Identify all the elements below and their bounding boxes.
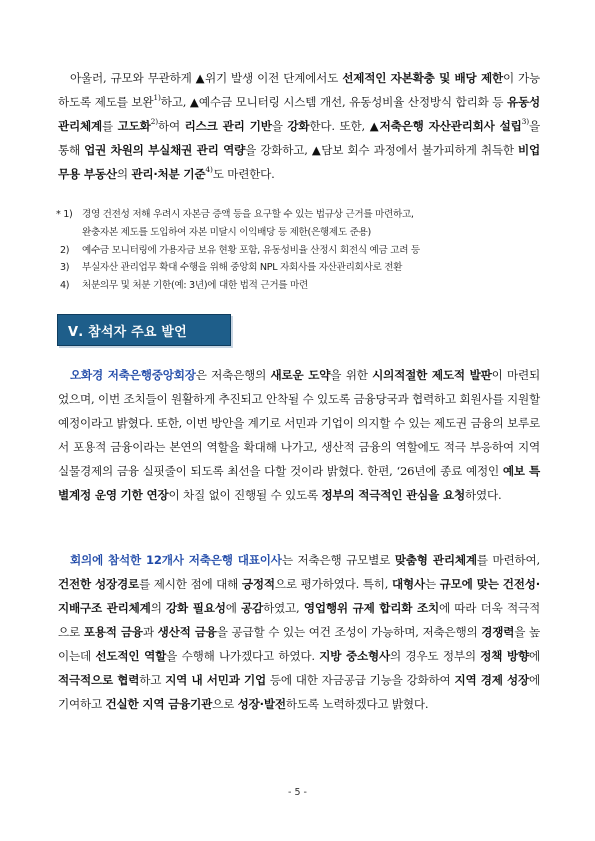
bold-run: 예보 특별계정 운영 기한 연장 [58, 464, 540, 502]
bold-run: 공감 [241, 601, 264, 615]
text-run: 의 경우도 정부의 [390, 649, 481, 663]
footnote-number: 2) [60, 244, 70, 256]
text-run: 으로 [212, 697, 238, 711]
footnote-ref: 4) [205, 165, 213, 175]
footnote-number: * 1) [56, 209, 73, 220]
text-run: 과 [142, 625, 158, 639]
bold-run: 성장·발전 [237, 697, 286, 711]
bold-run: 건전한 성장경로 [58, 577, 140, 591]
bold-run: 영업행위 규제 합리화 조치 [303, 601, 439, 615]
bold-run: 지방 중소형사 [319, 649, 391, 663]
bold-run: 비업무용 부동산 [58, 143, 541, 181]
footnote-ref: 2) [150, 117, 158, 127]
text-run: 의 [116, 167, 132, 181]
bold-run: 지역 경제 성장 [454, 673, 529, 687]
text-run: 이 차질 없이 진행될 수 있도록 [168, 488, 322, 502]
bold-run: 리스크 관리 기반 [184, 119, 272, 133]
text-run: 을 위한 [330, 368, 373, 382]
text-run: 하고, ▲예수금 모니터링 시스템 개선, 유동성비율 산정방식 합리화 등 [160, 95, 508, 109]
bold-run: 정책 방향 [480, 649, 529, 663]
paragraph-chairman-remarks [58, 363, 540, 507]
bold-run: 규모에 맞는 건전성·지배구조 관리체계 [58, 577, 540, 615]
footnote-line: 처분의무 및 처분 기한(예: 3년)에 대한 법적 근거를 마련 [82, 280, 308, 292]
text-run: 를 마련하여, [476, 553, 540, 567]
bold-run: 건실한 지역 금융기관 [105, 697, 213, 711]
section-title: Ⅴ. 참석자 주요 발언 [68, 325, 187, 340]
text-run: 등에 대한 자금공급 기능을 강화하여 [265, 673, 455, 687]
text-run: 하여 [157, 119, 185, 133]
footnotes [56, 206, 540, 295]
text-run: 을 수행해 나가겠다고 하였다. [166, 649, 320, 663]
text-run: 는 [424, 577, 440, 591]
footnote-1 [56, 206, 540, 242]
text-run: 하도록 노력하겠다고 밝혔다. [285, 697, 429, 711]
bold-run: 선도적인 역할 [95, 649, 167, 663]
bold-run: 맞춤형 관리체계 [394, 553, 477, 567]
footnote-line: 예수금 모니터링에 가용자금 보유 현황 포함, 유동성비율 산정시 회전식 예금 고려 등 [82, 244, 420, 256]
text-run: 에 따라 더욱 적극적으로 [58, 601, 540, 639]
bold-run: 새로운 도약 [270, 368, 331, 382]
text-run: 이 마련되었으며, 이번 조치들이 원활하게 추진되고 안착될 수 있도록 금융당국과 협력하고 회원사를 지원할 예정이라고 밝혔다. 또한, 이번 방안을 계기로 서민과 기업이 의지할 수 있는 제도권 금융의 보루로서 포용적 금융이라는 본연의 역할을 확대해 나가고, 생산적 금융의 역할에도 적극 부응하여 지역 실물경제의 금융 실핏줄이 되도록 최선을 다할 것이라 밝혔다. 한편, ‘26년에 종료 예정인 [58, 368, 540, 478]
bold-run: 긍정적 [241, 577, 275, 591]
footnote-ref: 3) [521, 117, 529, 127]
footnote-3 [60, 259, 540, 277]
paragraph-ceo-remarks [58, 548, 540, 716]
bold-run: 시의적절한 제도적 발판 [372, 368, 492, 382]
text-run: 하였고, [263, 601, 304, 615]
text-run: 에 [225, 601, 242, 615]
text-run: 에 기여하고 [58, 673, 540, 711]
bold-run: 강화 [287, 119, 310, 133]
bold-run: 적극적으로 협력 [58, 673, 140, 687]
speaker-name: 오화경 저축은행중앙회장 [70, 368, 196, 382]
text-run: 을 높이는데 [58, 625, 540, 663]
bold-run: 생산적 금융 [157, 625, 217, 639]
section-header [57, 314, 231, 346]
text-run: 으로 평가하였다. 특히, [274, 577, 392, 591]
bold-run: 지역 내 서민과 기업 [165, 673, 266, 687]
bold-run: 유동성 관리체계 [58, 95, 541, 133]
bold-run: 강화 필요성 [166, 601, 226, 615]
text-run: 를 제시한 점에 대해 [139, 577, 242, 591]
text-run: 아울러, 규모와 무관하게 ▲위기 발생 이전 단계에서도 [70, 71, 343, 85]
footnote-line: 경영 건전성 저해 우려시 자본금 증액 등을 요구할 수 있는 법규상 근거를 마련하고, [82, 209, 414, 220]
page-number: - 5 - [288, 787, 307, 798]
text-run: 은 저축은행의 [195, 368, 271, 382]
text-run: 에 [529, 649, 540, 663]
text-run: 는 저축은행 규모별로 [281, 553, 395, 567]
footnote-number: 3) [60, 262, 70, 274]
footnote-ref: 1) [153, 93, 161, 103]
text-run: 을 [271, 119, 288, 133]
text-run: 하였다. [464, 488, 502, 502]
bold-run: 포용적 금융 [83, 625, 143, 639]
text-run: 한다. 또한, [309, 119, 370, 133]
text-run: 의 [150, 601, 167, 615]
footnote-2 [60, 242, 540, 260]
bold-run: 고도화 [117, 119, 151, 133]
text-run: 을 공급할 수 있는 여건 조성이 가능하며, 저축은행의 [216, 625, 482, 639]
speaker-name: 회의에 참석한 12개사 저축은행 대표이사 [70, 553, 282, 567]
footnote-line: 부실자산 관리업무 확대 수행을 위해 중앙회 NPL 자회사를 자산관리회사로 전환 [82, 262, 403, 274]
text-run: 하고 [139, 673, 166, 687]
bold-run: 경쟁력 [481, 625, 515, 639]
text-run: 를 [102, 119, 118, 133]
paragraph-risk-management [58, 66, 540, 186]
text-run: 을 통해 [58, 119, 540, 157]
footnote-4 [60, 277, 540, 295]
bold-run: 정부의 적극적인 관심을 요청 [321, 488, 465, 502]
bold-run: 업권 차원의 부실채권 관리 역량 [84, 143, 246, 157]
footnote-number: 4) [60, 280, 70, 292]
bold-run: 관리·처분 기준 [131, 167, 206, 181]
text-run: 을 강화하고, ▲담보 회수 과정에서 불가피하게 취득한 [245, 143, 519, 157]
footnote-line: 완충자본 제도를 도입하여 자본 미달시 이익배당 등 제한(은행제도 준용) [82, 226, 371, 238]
bold-run: 선제적인 자본확충 및 배당 제한 [342, 71, 503, 85]
bold-run: ▲저축은행 자산관리회사 설립 [369, 119, 522, 133]
text-run: 이 가능하도록 제도를 보완 [58, 71, 541, 109]
bold-run: 대형사 [391, 577, 425, 591]
text-run: 도 마련한다. [212, 167, 275, 181]
